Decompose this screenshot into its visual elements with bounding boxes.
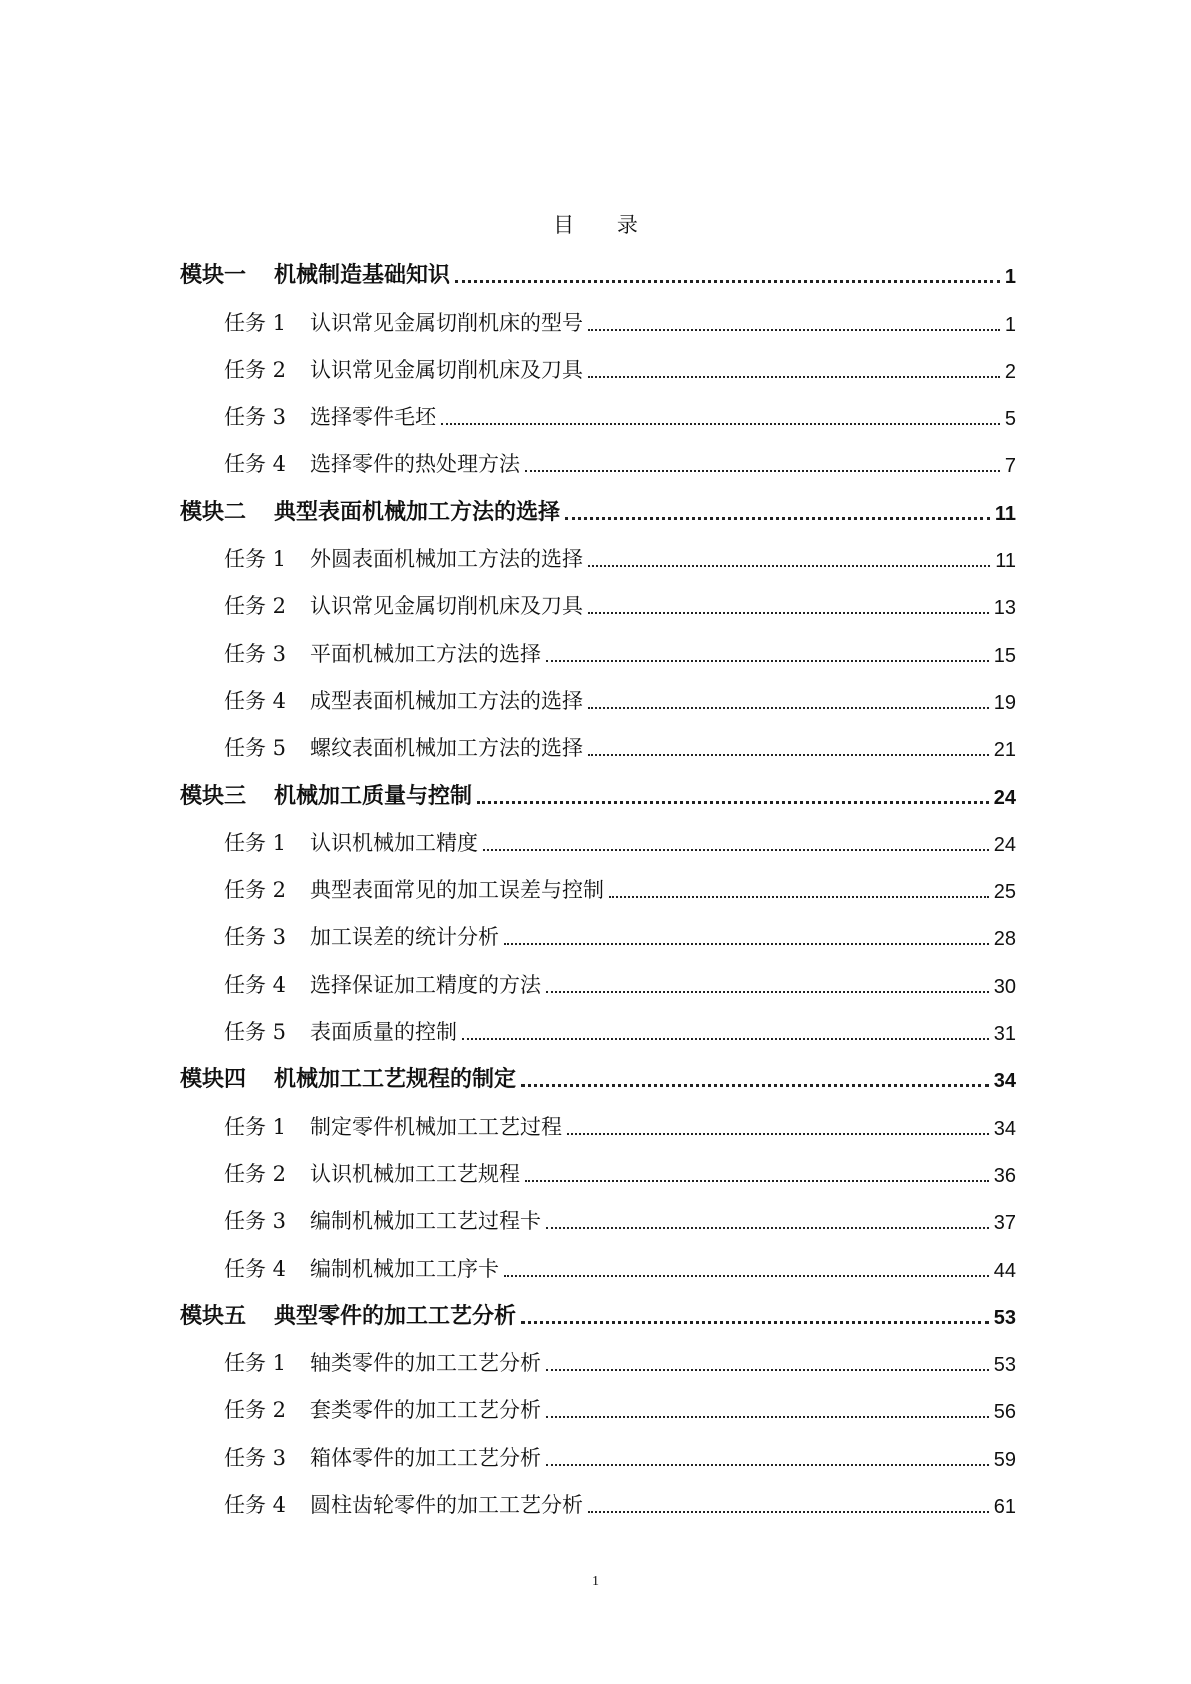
toc-entry-prefix: 模块五	[180, 1303, 247, 1329]
toc-task-entry[interactable]	[180, 957, 1016, 1004]
toc-task-entry[interactable]	[180, 1005, 1016, 1052]
dot-leader	[455, 280, 1000, 283]
toc-entry-prefix: 任务 1	[224, 1114, 287, 1139]
toc-entry-label	[180, 779, 472, 810]
toc-entry-prefix: 任务 3	[224, 1209, 287, 1234]
dot-leader	[546, 991, 989, 993]
toc-entry-label	[224, 448, 520, 478]
toc-entry-title: 轴类零件的加工工艺分析	[310, 1351, 542, 1376]
toc-entry-page-number: 2	[1004, 360, 1016, 383]
dot-leader	[546, 1416, 989, 1418]
dot-leader	[462, 1038, 989, 1040]
toc-entry-page-number: 24	[993, 833, 1016, 856]
toc-task-entry[interactable]	[180, 1430, 1016, 1477]
toc-task-entry[interactable]	[180, 626, 1016, 673]
dot-leader	[588, 754, 989, 756]
toc-entry-prefix: 任务 1	[224, 830, 287, 855]
toc-entry-prefix: 任务 1	[224, 1351, 287, 1376]
toc-entry-title: 典型表面常见的加工误差与控制	[310, 878, 605, 903]
toc-entry-prefix: 任务 4	[224, 1493, 287, 1518]
toc-task-entry[interactable]	[180, 1478, 1016, 1525]
toc-module-entry[interactable]	[180, 768, 1016, 815]
dot-leader	[504, 1275, 989, 1277]
toc-task-entry[interactable]	[180, 437, 1016, 484]
toc-module-entry[interactable]	[180, 1052, 1016, 1099]
toc-entry-label	[224, 1442, 541, 1472]
toc-entry-label	[224, 1347, 541, 1377]
toc-entry-prefix: 任务 2	[224, 357, 287, 382]
toc-entry-page-number: 13	[993, 597, 1016, 620]
toc-module-entry[interactable]	[180, 484, 1016, 531]
toc-entry-prefix: 任务 4	[224, 972, 287, 997]
toc-task-entry[interactable]	[180, 1383, 1016, 1430]
toc-entry-prefix: 任务 2	[224, 1398, 287, 1423]
toc-task-entry[interactable]	[180, 674, 1016, 721]
toc-entry-title: 机械加工工艺规程的制定	[274, 1067, 517, 1093]
toc-entry-label	[224, 874, 604, 904]
toc-entry-label	[224, 921, 499, 951]
toc-entry-title: 认识常见金属切削机床及刀具	[310, 594, 584, 619]
toc-heading: 目 录	[553, 213, 656, 237]
dot-leader	[546, 660, 989, 662]
dot-leader	[521, 1321, 989, 1324]
toc-entry-page-number: 36	[993, 1164, 1016, 1187]
toc-task-entry[interactable]	[180, 295, 1016, 342]
dot-leader	[521, 1084, 989, 1087]
toc-entry-title: 机械制造基础知识	[274, 263, 451, 289]
toc-entry-title: 选择零件毛坯	[310, 405, 437, 430]
toc-entry-page-number: 44	[993, 1259, 1016, 1282]
toc-entry-page-number: 15	[993, 644, 1016, 667]
dot-leader	[609, 896, 989, 898]
toc-entry-title: 典型零件的加工工艺分析	[274, 1303, 517, 1329]
toc-task-entry[interactable]	[180, 863, 1016, 910]
toc-entry-prefix: 任务 3	[224, 641, 287, 666]
toc-entry-title: 外圆表面机械加工方法的选择	[310, 547, 584, 572]
toc-entry-page-number: 30	[993, 975, 1016, 998]
dot-leader	[588, 707, 989, 709]
toc-entry-label	[224, 590, 583, 620]
toc-entry-prefix: 任务 2	[224, 594, 287, 619]
toc-entry-title: 编制机械加工工艺过程卡	[310, 1209, 542, 1234]
toc-entry-prefix: 任务 3	[224, 405, 287, 430]
toc-entry-prefix: 任务 1	[224, 547, 287, 572]
toc-entry-prefix: 模块四	[180, 1067, 247, 1093]
toc-entry-label	[224, 1111, 562, 1141]
toc-entry-title: 箱体零件的加工工艺分析	[310, 1445, 542, 1470]
toc-entry-label	[224, 401, 436, 431]
toc-entry-title: 制定零件机械加工工艺过程	[310, 1114, 563, 1139]
dot-leader	[588, 1511, 989, 1513]
toc-entry-page-number: 1	[1004, 266, 1016, 289]
toc-entry-label	[180, 258, 450, 289]
toc-entry-label	[180, 495, 560, 526]
toc-entry-label	[224, 1394, 541, 1424]
table-of-contents	[180, 248, 1016, 1525]
toc-task-entry[interactable]	[180, 1147, 1016, 1194]
toc-entry-page-number: 5	[1004, 408, 1016, 431]
toc-task-entry[interactable]	[180, 1194, 1016, 1241]
dot-leader	[483, 849, 989, 851]
toc-entry-prefix: 任务 1	[224, 310, 287, 335]
toc-task-entry[interactable]	[180, 910, 1016, 957]
dot-leader	[565, 517, 990, 520]
toc-entry-page-number: 34	[993, 1070, 1016, 1093]
toc-task-entry[interactable]	[180, 579, 1016, 626]
toc-entry-prefix: 任务 2	[224, 878, 287, 903]
toc-entry-label	[224, 685, 583, 715]
toc-entry-label	[224, 543, 583, 573]
dot-leader	[546, 1369, 989, 1371]
toc-entry-title: 选择零件的热处理方法	[310, 452, 521, 477]
toc-entry-title: 表面质量的控制	[310, 1020, 458, 1045]
toc-entry-page-number: 56	[993, 1401, 1016, 1424]
toc-entry-prefix: 任务 3	[224, 925, 287, 950]
toc-entry-page-number: 37	[993, 1212, 1016, 1235]
toc-task-entry[interactable]	[180, 1099, 1016, 1146]
toc-entry-label	[224, 638, 541, 668]
toc-entry-page-number: 53	[993, 1354, 1016, 1377]
dot-leader	[588, 329, 1000, 331]
toc-entry-label	[224, 1016, 457, 1046]
dot-leader	[588, 376, 1000, 378]
toc-entry-page-number: 59	[993, 1448, 1016, 1471]
toc-entry-prefix: 任务 3	[224, 1445, 287, 1470]
toc-entry-label	[224, 827, 478, 857]
toc-entry-title: 平面机械加工方法的选择	[310, 641, 542, 666]
toc-entry-page-number: 11	[994, 502, 1016, 525]
toc-entry-title: 螺纹表面机械加工方法的选择	[310, 736, 584, 761]
toc-entry-page-number: 28	[993, 928, 1016, 951]
toc-entry-prefix: 任务 4	[224, 452, 287, 477]
toc-entry-label	[224, 1158, 520, 1188]
dot-leader	[504, 943, 989, 945]
toc-task-entry[interactable]	[180, 532, 1016, 579]
toc-entry-page-number: 19	[993, 691, 1016, 714]
toc-entry-label	[224, 732, 583, 762]
toc-entry-page-number: 61	[993, 1496, 1016, 1519]
toc-entry-title: 圆柱齿轮零件的加工工艺分析	[310, 1493, 584, 1518]
toc-task-entry[interactable]	[180, 1336, 1016, 1383]
toc-entry-label	[180, 1299, 516, 1330]
dot-leader	[588, 565, 990, 567]
toc-entry-label	[224, 1489, 583, 1519]
toc-entry-label	[224, 1205, 541, 1235]
toc-entry-page-number: 31	[993, 1023, 1016, 1046]
toc-entry-title: 认识常见金属切削机床的型号	[310, 310, 584, 335]
toc-entry-prefix: 模块二	[180, 499, 247, 525]
toc-task-entry[interactable]	[180, 1241, 1016, 1288]
toc-entry-label	[224, 307, 583, 337]
toc-entry-title: 认识机械加工工艺规程	[310, 1161, 521, 1186]
toc-entry-page-number: 25	[993, 881, 1016, 904]
toc-entry-prefix: 模块三	[180, 783, 247, 809]
dot-leader	[546, 1464, 989, 1466]
toc-entry-title: 认识机械加工精度	[310, 830, 479, 855]
toc-entry-prefix: 任务 4	[224, 688, 287, 713]
toc-entry-label	[224, 354, 583, 384]
toc-entry-title: 认识常见金属切削机床及刀具	[310, 357, 584, 382]
toc-entry-title: 套类零件的加工工艺分析	[310, 1398, 542, 1423]
toc-entry-title: 机械加工质量与控制	[274, 783, 473, 809]
toc-entry-prefix: 任务 5	[224, 736, 287, 761]
toc-task-entry[interactable]	[180, 343, 1016, 390]
toc-entry-page-number: 11	[995, 550, 1016, 573]
toc-entry-page-number: 21	[993, 739, 1016, 762]
toc-task-entry[interactable]	[180, 390, 1016, 437]
toc-entry-prefix: 任务 4	[224, 1256, 287, 1281]
dot-leader	[525, 1180, 989, 1182]
toc-task-entry[interactable]	[180, 721, 1016, 768]
toc-entry-prefix: 任务 2	[224, 1161, 287, 1186]
page-number: 1	[592, 1574, 599, 1589]
toc-entry-page-number: 53	[993, 1306, 1016, 1329]
dot-leader	[546, 1227, 989, 1229]
toc-entry-page-number: 1	[1004, 313, 1016, 336]
toc-entry-title: 典型表面机械加工方法的选择	[274, 499, 561, 525]
dot-leader	[441, 423, 1000, 425]
dot-leader	[588, 612, 989, 614]
toc-module-entry[interactable]	[180, 1289, 1016, 1336]
toc-task-entry[interactable]	[180, 816, 1016, 863]
dot-leader	[525, 470, 1000, 472]
toc-entry-label	[224, 1253, 499, 1283]
toc-module-entry[interactable]	[180, 248, 1016, 295]
toc-entry-title: 编制机械加工工序卡	[310, 1256, 500, 1281]
dot-leader	[567, 1133, 989, 1135]
toc-entry-label	[224, 969, 541, 999]
toc-entry-label	[180, 1062, 516, 1093]
toc-entry-prefix: 模块一	[180, 263, 247, 289]
dot-leader	[477, 801, 989, 804]
toc-entry-title: 选择保证加工精度的方法	[310, 972, 542, 997]
toc-entry-title: 加工误差的统计分析	[310, 925, 500, 950]
toc-entry-page-number: 24	[993, 786, 1016, 809]
toc-entry-title: 成型表面机械加工方法的选择	[310, 688, 584, 713]
toc-entry-page-number: 34	[993, 1117, 1016, 1140]
toc-entry-page-number: 7	[1004, 455, 1016, 478]
toc-entry-prefix: 任务 5	[224, 1020, 287, 1045]
